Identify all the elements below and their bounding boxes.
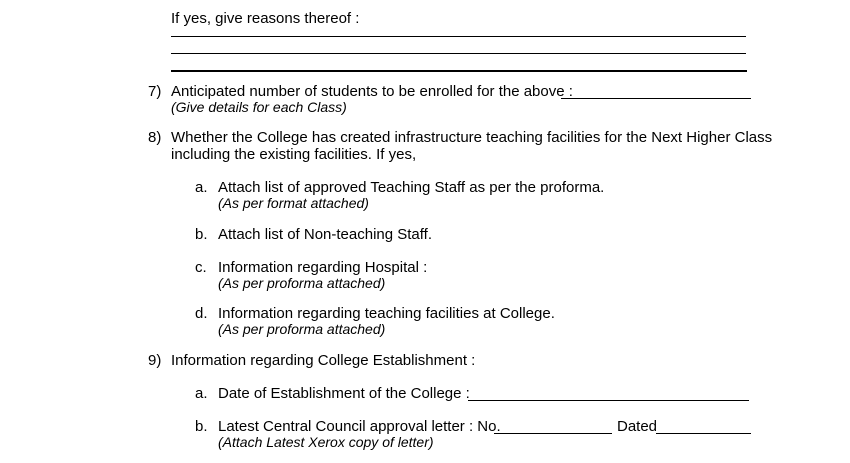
item-8c-letter: c. [195, 259, 207, 276]
item-9b-dated-label: Dated [617, 418, 658, 435]
item-9-text: Information regarding College Establishment : [171, 352, 476, 369]
item-9a-letter: a. [195, 385, 208, 402]
item-7-number: 7) [148, 83, 162, 100]
students-enrolled-field[interactable] [561, 98, 751, 99]
item-9a-text: Date of Establishment of the College : [218, 385, 470, 402]
approval-letter-number-field[interactable] [494, 433, 612, 434]
item-8-number: 8) [148, 129, 162, 146]
item-8b-letter: b. [195, 226, 208, 243]
item-8a-note: (As per format attached) [218, 195, 369, 211]
item-8d-note: (As per proforma attached) [218, 321, 386, 337]
item-7-note: (Give details for each Class) [171, 99, 347, 115]
item-8-line-1: Whether the College has created infrastructure teaching facilities for the Next Higher Class [171, 129, 773, 146]
item-9-number: 9) [148, 352, 162, 369]
item-8c-text: Information regarding Hospital : [218, 259, 428, 276]
item-8c-note: (As per proforma attached) [218, 275, 386, 291]
item-8-line-2: including the existing facilities. If yes, [171, 146, 417, 163]
item-8d-text: Information regarding teaching facilities at College. [218, 305, 555, 322]
item-7-text: Anticipated number of students to be enrolled for the above : [171, 83, 573, 100]
reasons-line-1[interactable] [171, 36, 746, 37]
approval-letter-date-field[interactable] [656, 433, 751, 434]
item-8b-text: Attach list of Non-teaching Staff. [218, 226, 433, 243]
item-8a-text: Attach list of approved Teaching Staff as per the proforma. [218, 179, 605, 196]
establishment-date-field[interactable] [468, 400, 749, 401]
reasons-line-3[interactable] [171, 70, 747, 72]
item-9b-text: Latest Central Council approval letter : No. [218, 418, 501, 435]
reasons-label: If yes, give reasons thereof : [171, 10, 360, 27]
reasons-line-2[interactable] [171, 53, 746, 54]
item-9b-letter: b. [195, 418, 208, 435]
item-8d-letter: d. [195, 305, 208, 322]
item-9b-note: (Attach Latest Xerox copy of letter) [218, 434, 434, 450]
item-8a-letter: a. [195, 179, 208, 196]
